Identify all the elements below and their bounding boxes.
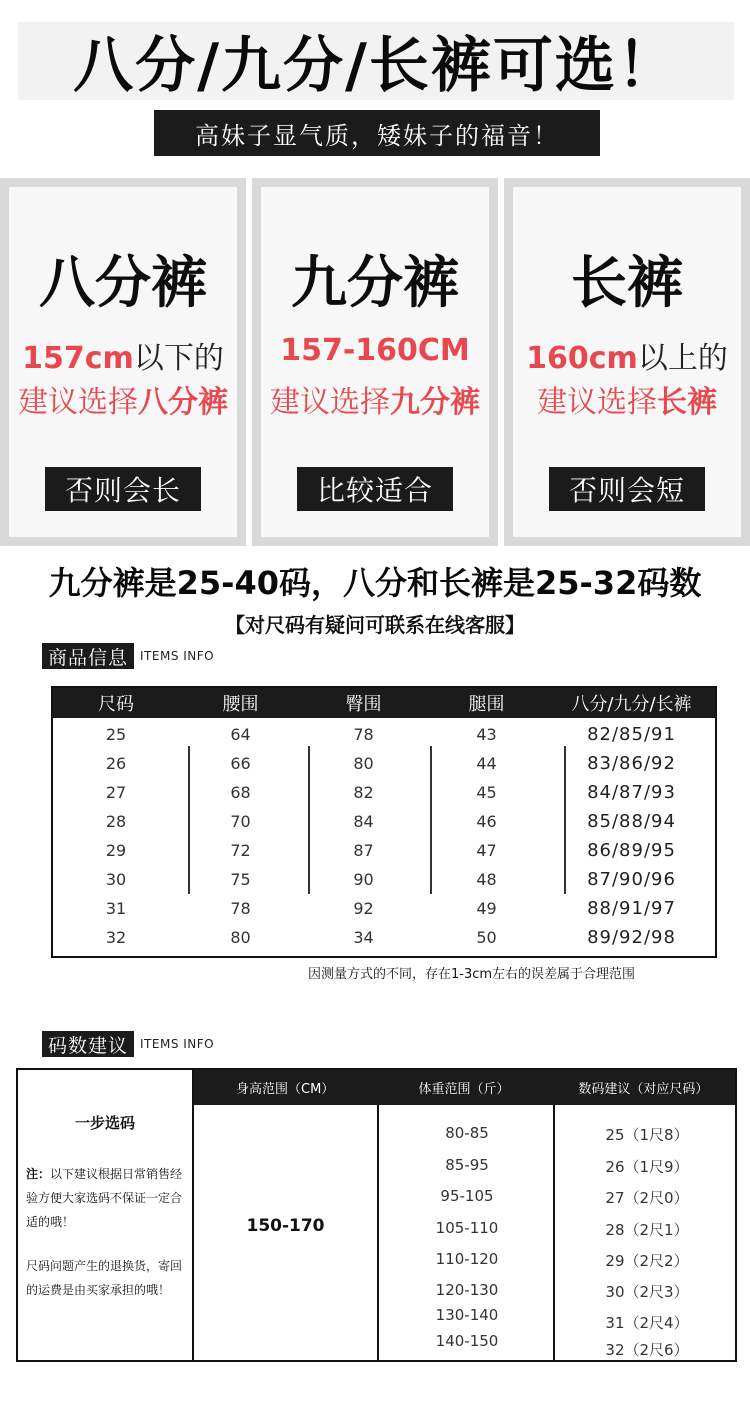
advice-table-header — [194, 1070, 735, 1105]
size-suggestion-cell: 31（2尺4） — [605, 1314, 689, 1332]
header-height-range: 身高范围（CM） — [236, 1082, 335, 1097]
card-eight-quarter — [0, 178, 246, 546]
card-suggestion: 建议选择长裤 — [537, 385, 717, 420]
weight-range-cell: 85-95 — [445, 1156, 489, 1174]
weight-range-cell: 105-110 — [435, 1219, 499, 1237]
card-title: 九分裤 — [291, 251, 459, 316]
step-title: 一步选码 — [74, 1114, 135, 1132]
table-row: 28 70 84 46 85/88/94 — [105, 811, 676, 832]
column-divider — [188, 746, 190, 894]
subtitle-banner: 高妹子显气质，矮妹子的福音！ — [154, 110, 600, 156]
card-suggestion: 建议选择九分裤 — [270, 385, 480, 420]
weight-range-cell: 110-120 — [435, 1250, 499, 1268]
card-height-range: 157cm以下的 — [22, 341, 224, 376]
header-size-suggestion: 数码建议（对应尺码） — [578, 1082, 709, 1097]
table-row: 29 72 87 47 86/89/95 — [105, 840, 676, 861]
table-row: 27 68 82 45 84/87/93 — [105, 782, 676, 803]
table-row: 26 66 80 44 83/86/92 — [105, 753, 676, 774]
size-suggestion-cell: 28（2尺1） — [605, 1221, 689, 1239]
card-height-range: 157-160CM — [280, 333, 470, 368]
size-advice-table — [16, 1068, 737, 1362]
return-shipping-note: 尺码问题产生的退换货，寄回的运费是由买家承担的哦！ — [26, 1259, 183, 1297]
size-suggestion-cell: 26（1尺9） — [605, 1158, 689, 1176]
size-range-heading: 九分裤是25-40码，八分和长裤是25-32码数 — [48, 564, 702, 602]
table-row: 25 64 78 43 82/85/91 — [105, 724, 676, 745]
card-tag: 比较适合 — [297, 467, 453, 511]
size-suggestion-cell: 32（2尺6） — [605, 1341, 689, 1359]
measurement-note: 因测量方式的不同，存在1-3cm左右的误差属于合理范围 — [308, 967, 636, 982]
card-height-range: 160cm以上的 — [526, 341, 728, 376]
size-table-header — [53, 688, 715, 718]
weight-range-cell: 130-140 — [435, 1306, 499, 1324]
weight-range-cell: 95-105 — [440, 1187, 494, 1205]
card-nine-quarter — [252, 178, 498, 546]
section-label-items-info — [42, 643, 214, 669]
table-row: 31 78 92 49 88/91/97 — [105, 898, 676, 919]
height-range-value: 150-170 — [246, 1216, 325, 1236]
card-title: 八分裤 — [39, 251, 207, 316]
section-label-text: 商品信息 — [42, 643, 134, 669]
size-table — [51, 686, 717, 958]
column-divider — [308, 746, 310, 894]
card-title: 长裤 — [571, 251, 683, 316]
card-suggestion: 建议选择八分裤 — [18, 385, 228, 420]
section-label-size-advice — [42, 1031, 214, 1057]
column-divider — [430, 746, 432, 894]
section-label-text: 码数建议 — [42, 1031, 134, 1057]
header-hip: 臀围 — [345, 694, 382, 715]
header-thigh: 腿围 — [468, 694, 505, 715]
table-row: 32 80 34 50 89/92/98 — [105, 927, 676, 948]
size-table-body — [53, 718, 715, 952]
weight-range-cell: 120-130 — [435, 1281, 499, 1299]
advice-note: 注：以下建议根据日常销售经验方便大家选码不保证一定合适的哦！ — [26, 1167, 183, 1229]
card-tag: 否则会短 — [549, 467, 705, 511]
header-weight-range: 体重范围（斤） — [418, 1082, 510, 1097]
size-suggestion-cell: 29（2尺2） — [605, 1252, 689, 1270]
header-size: 尺码 — [98, 694, 134, 715]
table-row: 30 75 90 48 87/90/96 — [105, 869, 676, 890]
size-suggestion-cell: 25（1尺8） — [605, 1126, 689, 1144]
column-divider — [564, 746, 566, 894]
contact-service-note: 【对尺码有疑问可联系在线客服】 — [225, 613, 525, 637]
weight-range-cell: 140-150 — [435, 1332, 499, 1350]
header-waist: 腰围 — [222, 694, 259, 715]
card-full-length — [504, 178, 750, 546]
size-suggestion-cell: 30（2尺3） — [605, 1283, 689, 1301]
advice-side-panel — [18, 1070, 194, 1360]
page-title: 八分/九分/长裤可选！ — [18, 22, 734, 100]
weight-range-cell: 80-85 — [445, 1124, 489, 1142]
card-tag: 否则会长 — [45, 467, 201, 511]
section-label-en: ITEMS INFO — [140, 649, 215, 663]
section-label-en: ITEMS INFO — [140, 1037, 215, 1051]
size-suggestion-cell: 27（2尺0） — [605, 1189, 689, 1207]
header-lengths: 八分/九分/长裤 — [571, 694, 692, 715]
